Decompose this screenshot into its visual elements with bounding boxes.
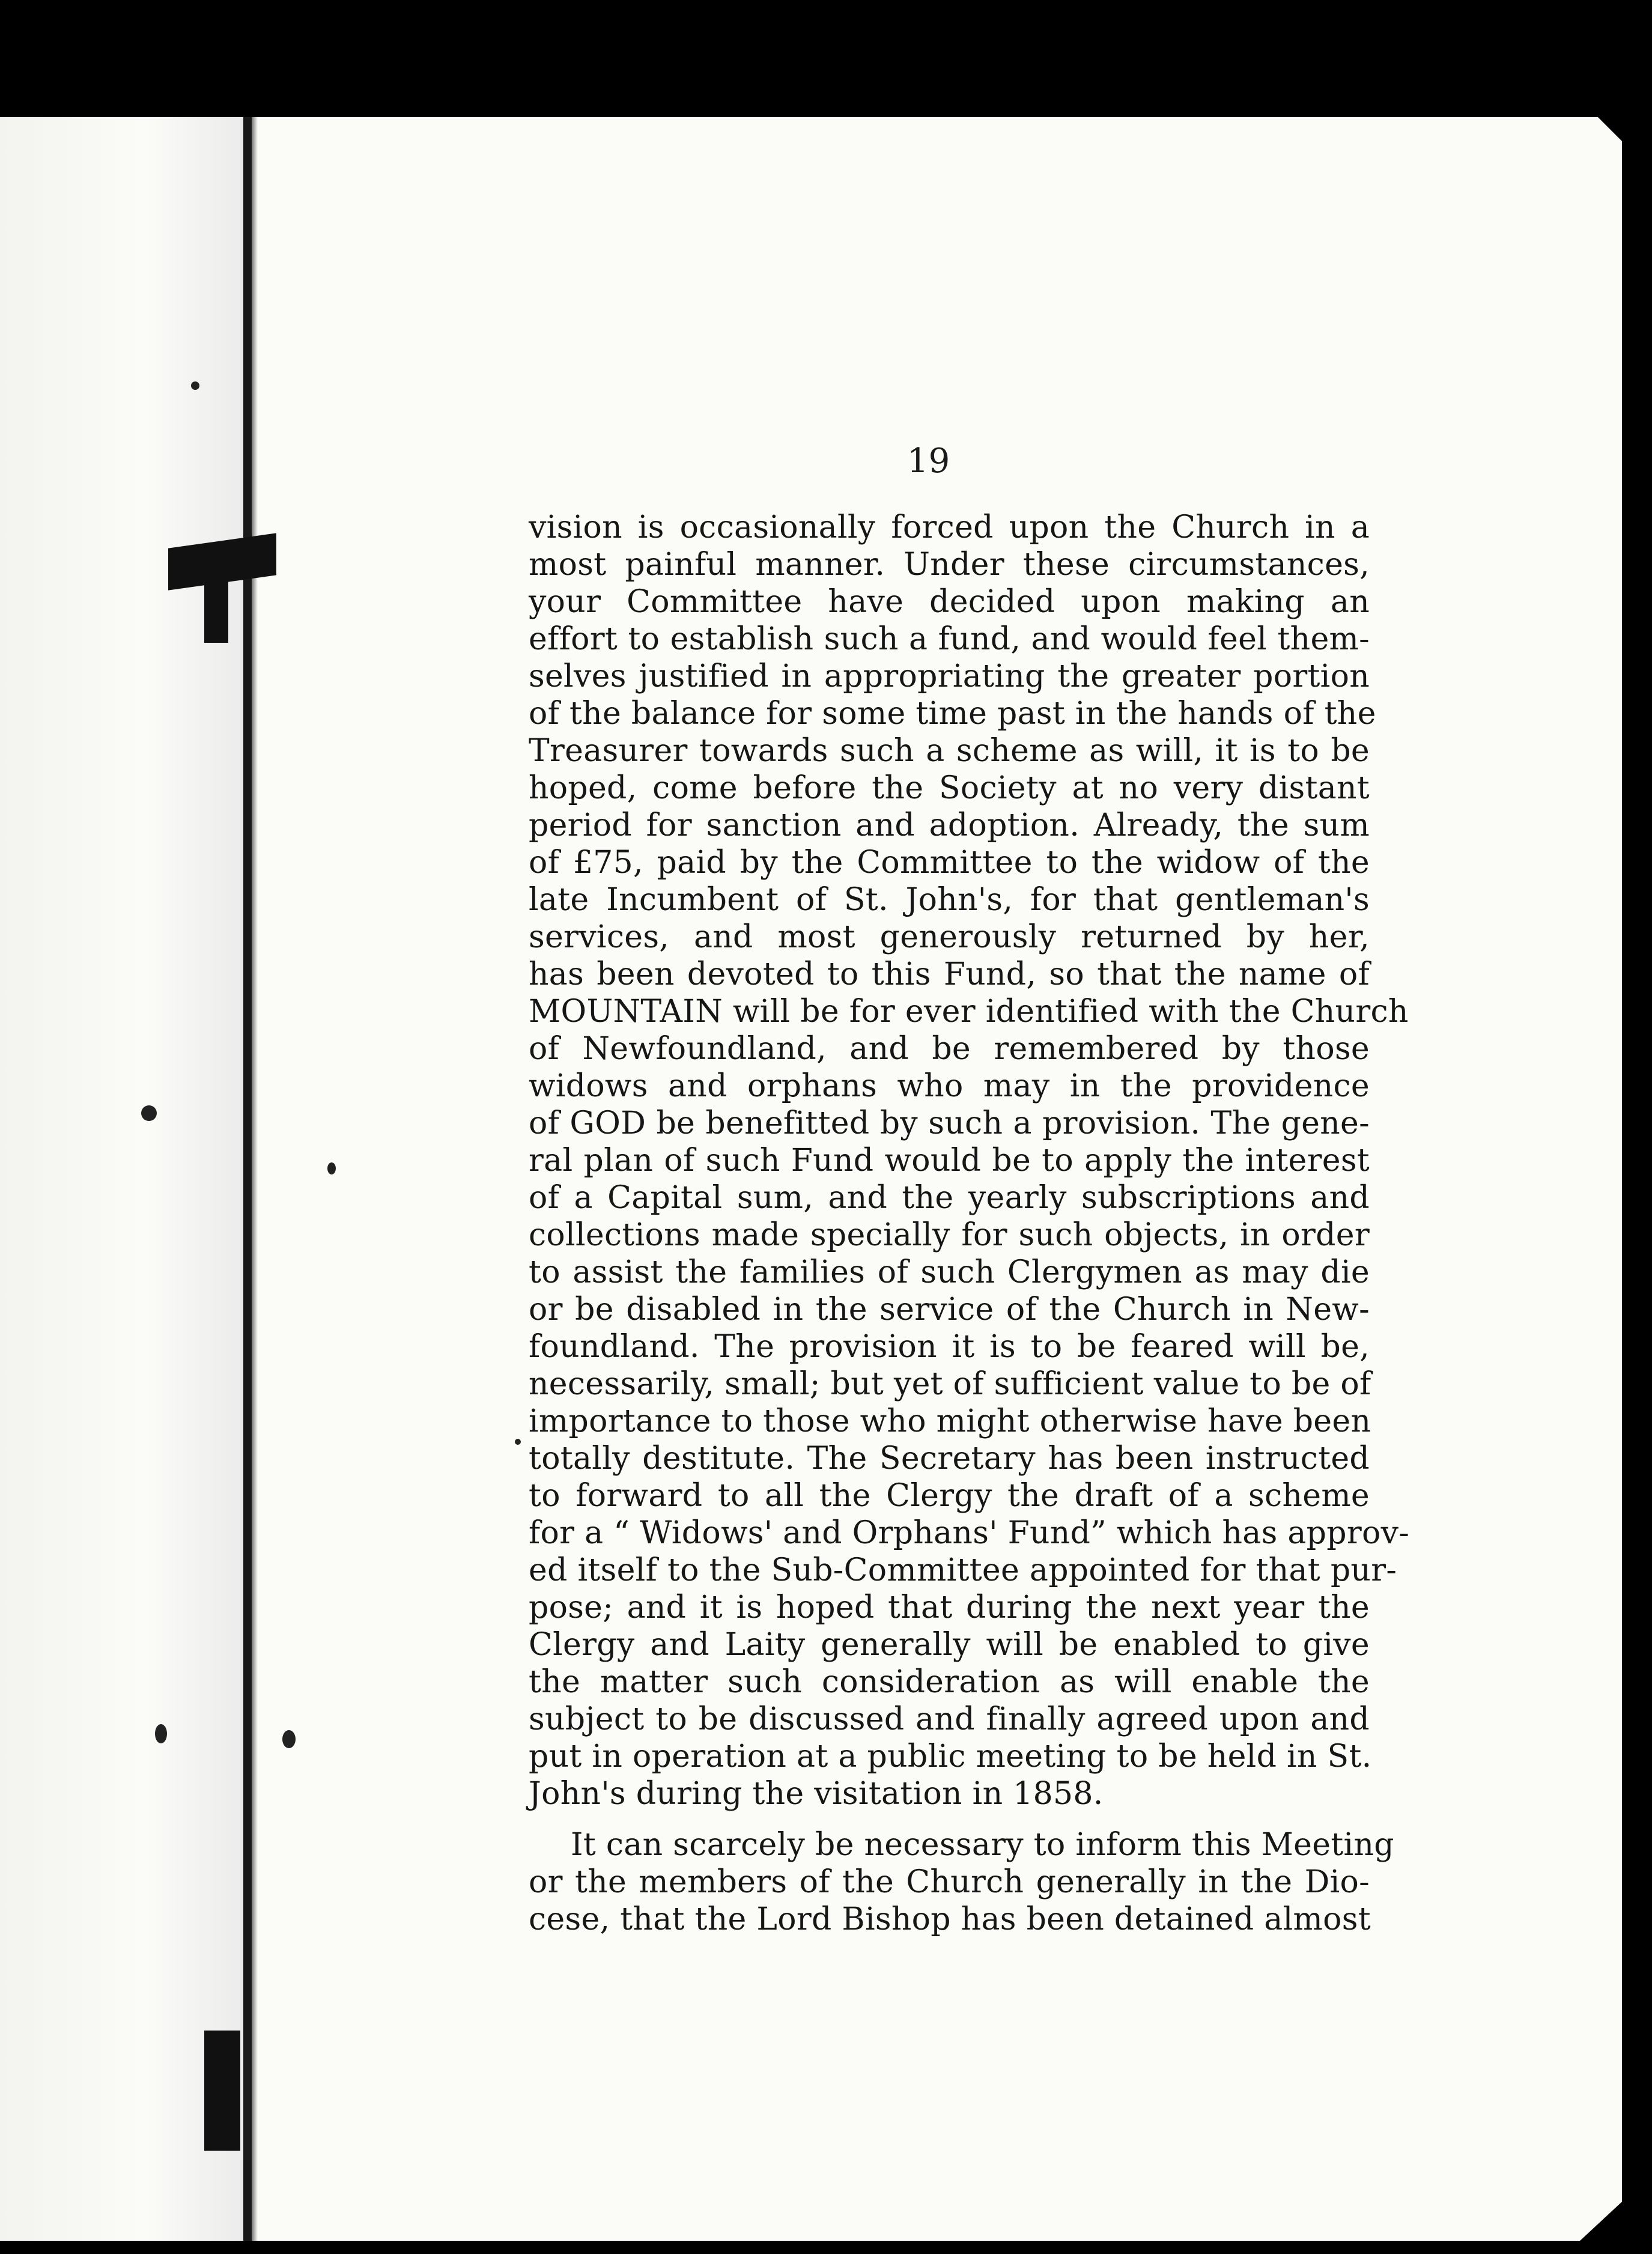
facing-page-edge	[0, 117, 243, 2241]
text-line: importance to those who might otherwise have been	[529, 1403, 1371, 1439]
text-line: ed itself to the Sub-Committee appointed for that pur-	[529, 1552, 1397, 1588]
text-line: your Committee have decided upon making an	[529, 584, 1370, 620]
text-line: of Newfoundland, and be remembered by those	[529, 1031, 1370, 1067]
text-line: late Incumbent of St. John's, for that gentleman's	[529, 882, 1370, 918]
text-line: to forward to all the Clergy the draft of a scheme	[529, 1478, 1370, 1514]
text-line: for a “ Widows' and Orphans' Fund” which has approv-	[529, 1515, 1410, 1551]
speck	[191, 381, 199, 390]
text-line: collections made specially for such objects, in order	[529, 1217, 1370, 1253]
speck	[515, 1439, 521, 1445]
text-line: Clergy and Laity generally will be enabled to give	[529, 1627, 1370, 1663]
text-line: to assist the families of such Clergymen as may die	[529, 1254, 1370, 1290]
text-line: most painful manner. Under these circumstances,	[529, 547, 1370, 583]
paragraph-line: or the members of the Church generally in the Dio-	[529, 1864, 1370, 1900]
text-line: period for sanction and adoption. Already, the sum	[529, 807, 1370, 843]
binding-tear-mark	[204, 559, 228, 643]
paragraph-line: cese, that the Lord Bishop has been detained almost	[529, 1901, 1371, 1937]
speck	[327, 1162, 336, 1174]
speck	[282, 1730, 296, 1748]
text-line: widows and orphans who may in the providence	[529, 1068, 1370, 1104]
binding-stitch-mark	[204, 2031, 240, 2151]
text-line: MOUNTAIN will be for ever identified with the Church	[529, 994, 1409, 1030]
text-line: hoped, come before the Society at no very distant	[529, 770, 1370, 806]
paragraph-line: It can scarcely be necessary to inform this Meeting	[571, 1827, 1394, 1863]
text-line: necessarily, small; but yet of sufficient value to be of	[529, 1366, 1371, 1402]
speck	[141, 1105, 157, 1121]
text-line: of the balance for some time past in the hands of the	[529, 696, 1376, 732]
gutter-shadow	[252, 117, 258, 2241]
page-number: 19	[907, 442, 950, 481]
text-line: put in operation at a public meeting to be held in St.	[529, 1739, 1372, 1775]
text-line: of £75, paid by the Committee to the widow of the	[529, 845, 1370, 881]
text-line: pose; and it is hoped that during the next year the	[529, 1590, 1370, 1626]
speck	[155, 1724, 167, 1743]
text-line: or be disabled in the service of the Church in New-	[529, 1292, 1370, 1328]
text-line: the matter such consideration as will enable the	[529, 1664, 1370, 1700]
text-line: foundland. The provision it is to be feared will be,	[529, 1329, 1370, 1365]
binding-gutter	[243, 117, 252, 2241]
text-line: has been devoted to this Fund, so that the name of	[529, 956, 1370, 992]
text-line: subject to be discussed and finally agreed upon and	[529, 1701, 1370, 1737]
text-line: of a Capital sum, and the yearly subscriptions and	[529, 1180, 1370, 1216]
text-line: selves justified in appropriating the greater portion	[529, 658, 1370, 694]
text-line: services, and most generously returned by her,	[529, 919, 1370, 955]
text-line: vision is occasionally forced upon the Church in a	[529, 509, 1370, 545]
text-line: Treasurer towards such a scheme as will, it is to be	[529, 733, 1370, 769]
text-line: effort to establish such a fund, and would feel them-	[529, 621, 1370, 657]
text-line: totally destitute. The Secretary has been instructed	[529, 1441, 1370, 1477]
text-line: ral plan of such Fund would be to apply the interest	[529, 1143, 1370, 1179]
text-line: of GOD be benefitted by such a provision. The gene-	[529, 1105, 1370, 1141]
text-line: John's during the visitation in 1858.	[529, 1776, 1104, 1812]
